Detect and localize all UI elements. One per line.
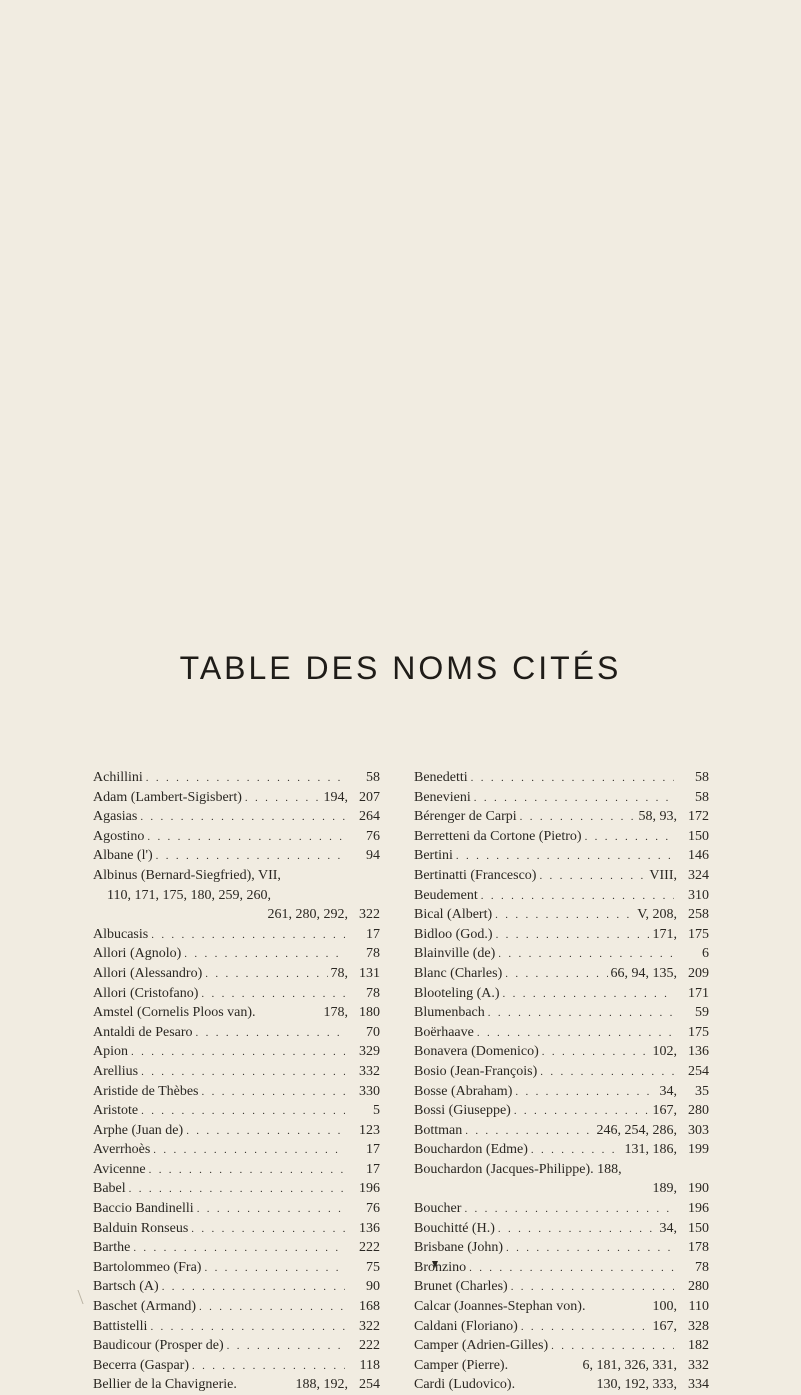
entry-name: Bartolommeo (Fra) [93,1259,202,1275]
dot-leader [542,1043,650,1063]
dot-leader [585,828,674,848]
dot-leader [184,945,345,965]
index-entry [414,1375,709,1395]
entry-name: Barthe [93,1240,131,1256]
dot-leader [162,1278,345,1298]
entry-page-number: 207 [359,789,380,805]
dot-leader [141,1063,345,1083]
entry-page-number: 172 [688,809,709,825]
dot-leader [456,847,674,867]
entry-name: Albucasis [93,926,149,942]
entry-page-number: 136 [359,1220,380,1236]
index-entry [414,1336,709,1356]
entry-name: Benedetti [414,770,468,785]
index-entry [93,1258,380,1278]
entry-page-number: 222 [359,1338,380,1354]
entry-page-number: 175 [688,1024,709,1040]
entry-name: Camper (Adrien-Gilles) [414,1338,549,1354]
dot-leader [521,1318,650,1338]
entry-page-number: 94 [366,848,380,864]
index-entry [414,1219,709,1239]
entry-page-number: 209 [688,965,709,981]
dot-leader [498,1220,657,1240]
entry-page-number: 58 [695,770,709,785]
entry-name: Bouchitté (H.) [414,1220,495,1236]
dot-leader [147,828,345,848]
dot-leader [551,1337,674,1357]
dot-leader [131,1043,345,1063]
entry-pages: 6, 181, 326, 331, [582,1357,677,1373]
entry-page-number: 196 [688,1201,709,1217]
index-entry [414,1140,709,1160]
index-entry [93,1179,380,1199]
entry-name: Adam (Lambert-Sigisbert) [93,789,242,805]
index-entry [93,984,380,1004]
printer-mark-icon [432,1261,438,1268]
dot-leader [464,1200,674,1220]
dot-leader [146,769,345,789]
entry-name: Averrhoès [93,1142,151,1158]
dot-leader [477,1024,674,1044]
entry-name: Avicenne [93,1161,146,1177]
dot-leader [469,1259,674,1279]
entry-page-number: 136 [688,1044,709,1060]
dot-leader [515,1083,656,1103]
dot-leader [201,985,345,1005]
index-entry [93,1356,380,1376]
entry-page-number: 280 [688,1279,709,1295]
entry-pages: 58, 93, [638,809,677,825]
entry-page-number: 78 [366,946,380,962]
entry-name: Bonavera (Domenico) [414,1044,539,1060]
index-entry [93,1238,380,1258]
entry-name: Blooteling (A.) [414,985,500,1001]
index-entry [414,1003,709,1023]
index-entry [414,1199,709,1219]
entry-pages: 66, 94, 135, [610,965,677,981]
dot-leader [498,945,674,965]
entry-name: Berretteni da Cortone (Pietro) [414,828,582,844]
index-entry [414,1023,709,1043]
dot-leader [205,965,327,985]
dot-leader [506,1239,674,1259]
entry-pages: 102, [652,1044,677,1060]
entry-name: Allori (Agnolo) [93,946,182,962]
entry-name: Bossi (Giuseppe) [414,1103,511,1119]
index-entry [414,886,709,906]
index-entry [414,1062,709,1082]
entry-page-number: 146 [688,848,709,864]
dot-leader [496,926,650,946]
entry-page-number: 150 [688,828,709,844]
dot-leader [488,1004,674,1024]
entry-name: Boërhaave [414,1024,474,1040]
entry-name: Bottman [414,1122,463,1138]
dot-leader [245,789,321,809]
index-entry [93,1140,380,1160]
entry-page-number: 175 [688,926,709,942]
dot-leader [227,1337,345,1357]
entry-name: Antaldi de Pesaro [93,1024,193,1040]
dot-leader [149,1161,345,1181]
dot-leader [196,1024,345,1044]
entry-pages: V, 208, [637,907,677,923]
entry-name: Caldani (Floriano) [414,1318,518,1334]
dot-leader [151,926,345,946]
index-entry [93,1199,380,1219]
index-entry [93,1336,380,1356]
index-entry [93,788,380,808]
entry-page-number: 58 [695,789,709,805]
entry-name: Becerra (Gaspar) [93,1357,189,1373]
dot-leader [202,1083,346,1103]
dot-leader [503,985,674,1005]
entry-name: Amstel (Cornelis Ploos van). [93,1005,256,1021]
entry-name: Agasias [93,809,138,825]
index-entry [93,1375,380,1395]
entry-name: Achillini [93,770,143,785]
entry-pages: 167, [652,1103,677,1119]
entry-page-number: 131 [359,965,380,981]
index-entry [414,925,709,945]
entry-pages: 100, [652,1299,677,1315]
index-entry [93,925,380,945]
index-entry [414,1042,709,1062]
entry-pages: 188, 192, [295,1377,348,1393]
dot-leader [129,1180,345,1200]
dot-leader [197,1200,345,1220]
entry-pages: 167, [652,1318,677,1334]
dot-leader [540,1063,674,1083]
index-entry [414,1356,709,1376]
entry-page-number: 58 [366,770,380,785]
index-entry [93,827,380,847]
dot-leader [474,789,674,809]
entry-page-number: 222 [359,1240,380,1256]
entry-page-number: 303 [688,1122,709,1138]
index-entry [93,768,380,788]
dot-leader [140,808,345,828]
index-entry [93,1023,380,1043]
entry-name: Allori (Cristofano) [93,985,199,1001]
entry-page-number: 76 [366,828,380,844]
entry-page-number: 332 [688,1357,709,1373]
entry-name: Boucher [414,1201,462,1217]
entry-page-number: 330 [359,1083,380,1099]
index-entry [93,944,380,964]
entry-name: Calcar (Joannes-Stephan von). [414,1299,586,1315]
index-entry [93,1277,380,1297]
dot-leader [481,887,674,907]
index-entry [414,1101,709,1121]
entry-name: Bouchardon (Edme) [414,1142,528,1158]
entry-page-number: 110 [688,1299,709,1315]
index-entry [414,788,709,808]
index-entry [93,1082,380,1102]
index-entry [414,1121,709,1141]
entry-page-number: 35 [695,1083,709,1099]
entry-name: Aristide de Thèbes [93,1083,199,1099]
entry-name: Bosio (Jean-François) [414,1063,538,1079]
entry-page-number: 17 [366,1161,380,1177]
index-entry [414,1277,709,1297]
entry-name: Blumenbach [414,1005,485,1021]
entry-page-number: 258 [688,907,709,923]
entry-page-number: 17 [366,1142,380,1158]
entry-name: Beudement [414,887,478,903]
entry-name: Bartsch (A) [93,1279,159,1295]
entry-name: Bronzino [414,1259,467,1275]
index-entry [414,964,709,984]
entry-pages: 178, [323,1005,348,1021]
entry-name: Arellius [93,1063,139,1079]
index-entry [93,807,380,827]
entry-name: Brisbane (John) [414,1240,504,1256]
entry-name: Bosse (Abraham) [414,1083,513,1099]
entry-page-number: 78 [366,985,380,1001]
index-column-right [414,768,709,1395]
entry-page-number: 6 [702,946,709,962]
entry-page-number: 196 [359,1181,380,1197]
entry-name: Albane (l') [93,848,153,864]
entry-pages: 189, [652,1181,677,1197]
entry-page-number: 150 [688,1220,709,1236]
entry-pages: 246, 254, 286, [596,1122,677,1138]
index-entry [93,866,380,886]
entry-page-number: 332 [359,1063,380,1079]
entry-page-number: 182 [688,1338,709,1354]
index-entry [93,1003,380,1023]
entry-name: Baccio Bandinelli [93,1201,194,1217]
entry-name: Bertini [414,848,453,864]
entry-page-number: 280 [688,1103,709,1119]
index-entry [414,1082,709,1102]
entry-page-number: 90 [366,1279,380,1295]
dot-leader [191,1220,345,1240]
entry-page-number: 78 [695,1259,709,1275]
entry-name: Bidloo (God.) [414,926,493,942]
margin-mark [77,1290,89,1304]
dot-leader [186,1122,345,1142]
entry-pages: 34, [659,1220,677,1236]
entry-name: Camper (Pierre). [414,1357,509,1373]
dot-leader [141,1102,345,1122]
entry-name: Benevieni [414,789,471,805]
dot-leader [539,867,646,887]
dot-leader [150,1318,345,1338]
entry-name: Brunet (Charles) [414,1279,508,1295]
entry-name: Bertinatti (Francesco) [414,867,537,883]
entry-page-number: 310 [688,887,709,903]
index-entry [93,1042,380,1062]
index-entry [414,846,709,866]
index-entry [93,1101,380,1121]
index-entry [93,846,380,866]
index-entry [93,886,380,906]
entry-name: Blainville (de) [414,946,496,962]
entry-name: Cardi (Ludovico). [414,1377,516,1393]
entry-name: Babel [93,1181,126,1197]
index-entry [93,1317,380,1337]
page-title: TABLE DES NOMS CITÉS [179,650,622,686]
index-entry [414,1258,709,1278]
dot-leader [495,906,634,926]
index-entry [414,905,709,925]
entry-name: Battistelli [93,1318,148,1334]
entry-name: Apion [93,1044,128,1060]
index-entry [414,984,709,1004]
dot-leader [520,808,636,828]
entry-name: Bérenger de Carpi [414,809,517,825]
entry-page-number: 264 [359,809,380,825]
entry-page-number: 329 [359,1044,380,1060]
index-entry [93,1121,380,1141]
index-entry [414,1160,709,1180]
dot-leader [192,1357,345,1377]
entry-page-number: 324 [688,867,709,883]
entry-name: Blanc (Charles) [414,965,503,981]
dot-leader [511,1278,674,1298]
entry-pages: 261, 280, 292, [267,907,348,923]
dot-leader [204,1259,345,1279]
index-entry [414,1297,709,1317]
index-entry [93,905,380,925]
dot-leader [465,1122,593,1142]
index-entry [414,866,709,886]
entry-name: Albinus (Bernard-Siegfried), VII, [93,867,281,883]
entry-name: Baudicour (Prosper de) [93,1338,224,1354]
entry-page-number: 59 [695,1005,709,1021]
entry-name: 110, 171, 175, 180, 259, 260, [107,887,271,903]
dot-leader [153,1141,345,1161]
entry-pages: VIII, [649,867,677,883]
entry-name: Agostino [93,828,145,844]
dot-leader [531,1141,622,1161]
entry-page-number: 254 [688,1063,709,1079]
index-entry [414,827,709,847]
entry-name: Arphe (Juan de) [93,1122,184,1138]
entry-page-number: 118 [359,1357,380,1373]
entry-pages: 130, 192, 333, [596,1377,677,1393]
entry-page-number: 171 [688,985,709,1001]
index-entry [414,807,709,827]
entry-name: Balduin Ronseus [93,1220,189,1236]
dot-leader [514,1102,650,1122]
entry-page-number: 190 [688,1181,709,1197]
dot-leader [505,965,607,985]
entry-pages: 78, [330,965,348,981]
entry-page-number: 254 [359,1377,380,1393]
index-entry [414,1238,709,1258]
entry-name: Bellier de la Chavignerie. [93,1377,237,1393]
index-entry [93,1219,380,1239]
index-entry [414,1317,709,1337]
entry-page-number: 322 [359,1318,380,1334]
index-entry [93,1160,380,1180]
entry-pages: 34, [659,1083,677,1099]
entry-page-number: 178 [688,1240,709,1256]
entry-pages: 131, 186, [624,1142,677,1158]
index-entry [93,1062,380,1082]
index-entry [414,768,709,788]
entry-page-number: 334 [688,1377,709,1393]
entry-page-number: 5 [373,1103,380,1119]
entry-pages: 194, [323,789,348,805]
index-entry [93,964,380,984]
entry-page-number: 328 [688,1318,709,1334]
entry-page-number: 17 [366,926,380,942]
dot-leader [133,1239,345,1259]
entry-page-number: 70 [366,1024,380,1040]
entry-page-number: 168 [359,1299,380,1315]
entry-name: Baschet (Armand) [93,1299,197,1315]
entry-name: Allori (Alessandro) [93,965,203,981]
dot-leader [471,769,674,789]
entry-page-number: 180 [359,1005,380,1021]
dot-leader [199,1298,345,1318]
entry-page-number: 76 [366,1201,380,1217]
entry-name: Aristote [93,1103,139,1119]
entry-page-number: 123 [359,1122,380,1138]
index-entry [414,944,709,964]
entry-page-number: 322 [359,907,380,923]
index-entry [93,1297,380,1317]
entry-name: Bical (Albert) [414,907,493,923]
index-entry [414,1179,709,1199]
entry-pages: 171, [652,926,677,942]
entry-name: Bouchardon (Jacques-Philippe). 188, [414,1161,622,1177]
entry-page-number: 199 [688,1142,709,1158]
dot-leader [156,847,345,867]
entry-page-number: 75 [366,1259,380,1275]
index-column-left [93,768,380,1395]
